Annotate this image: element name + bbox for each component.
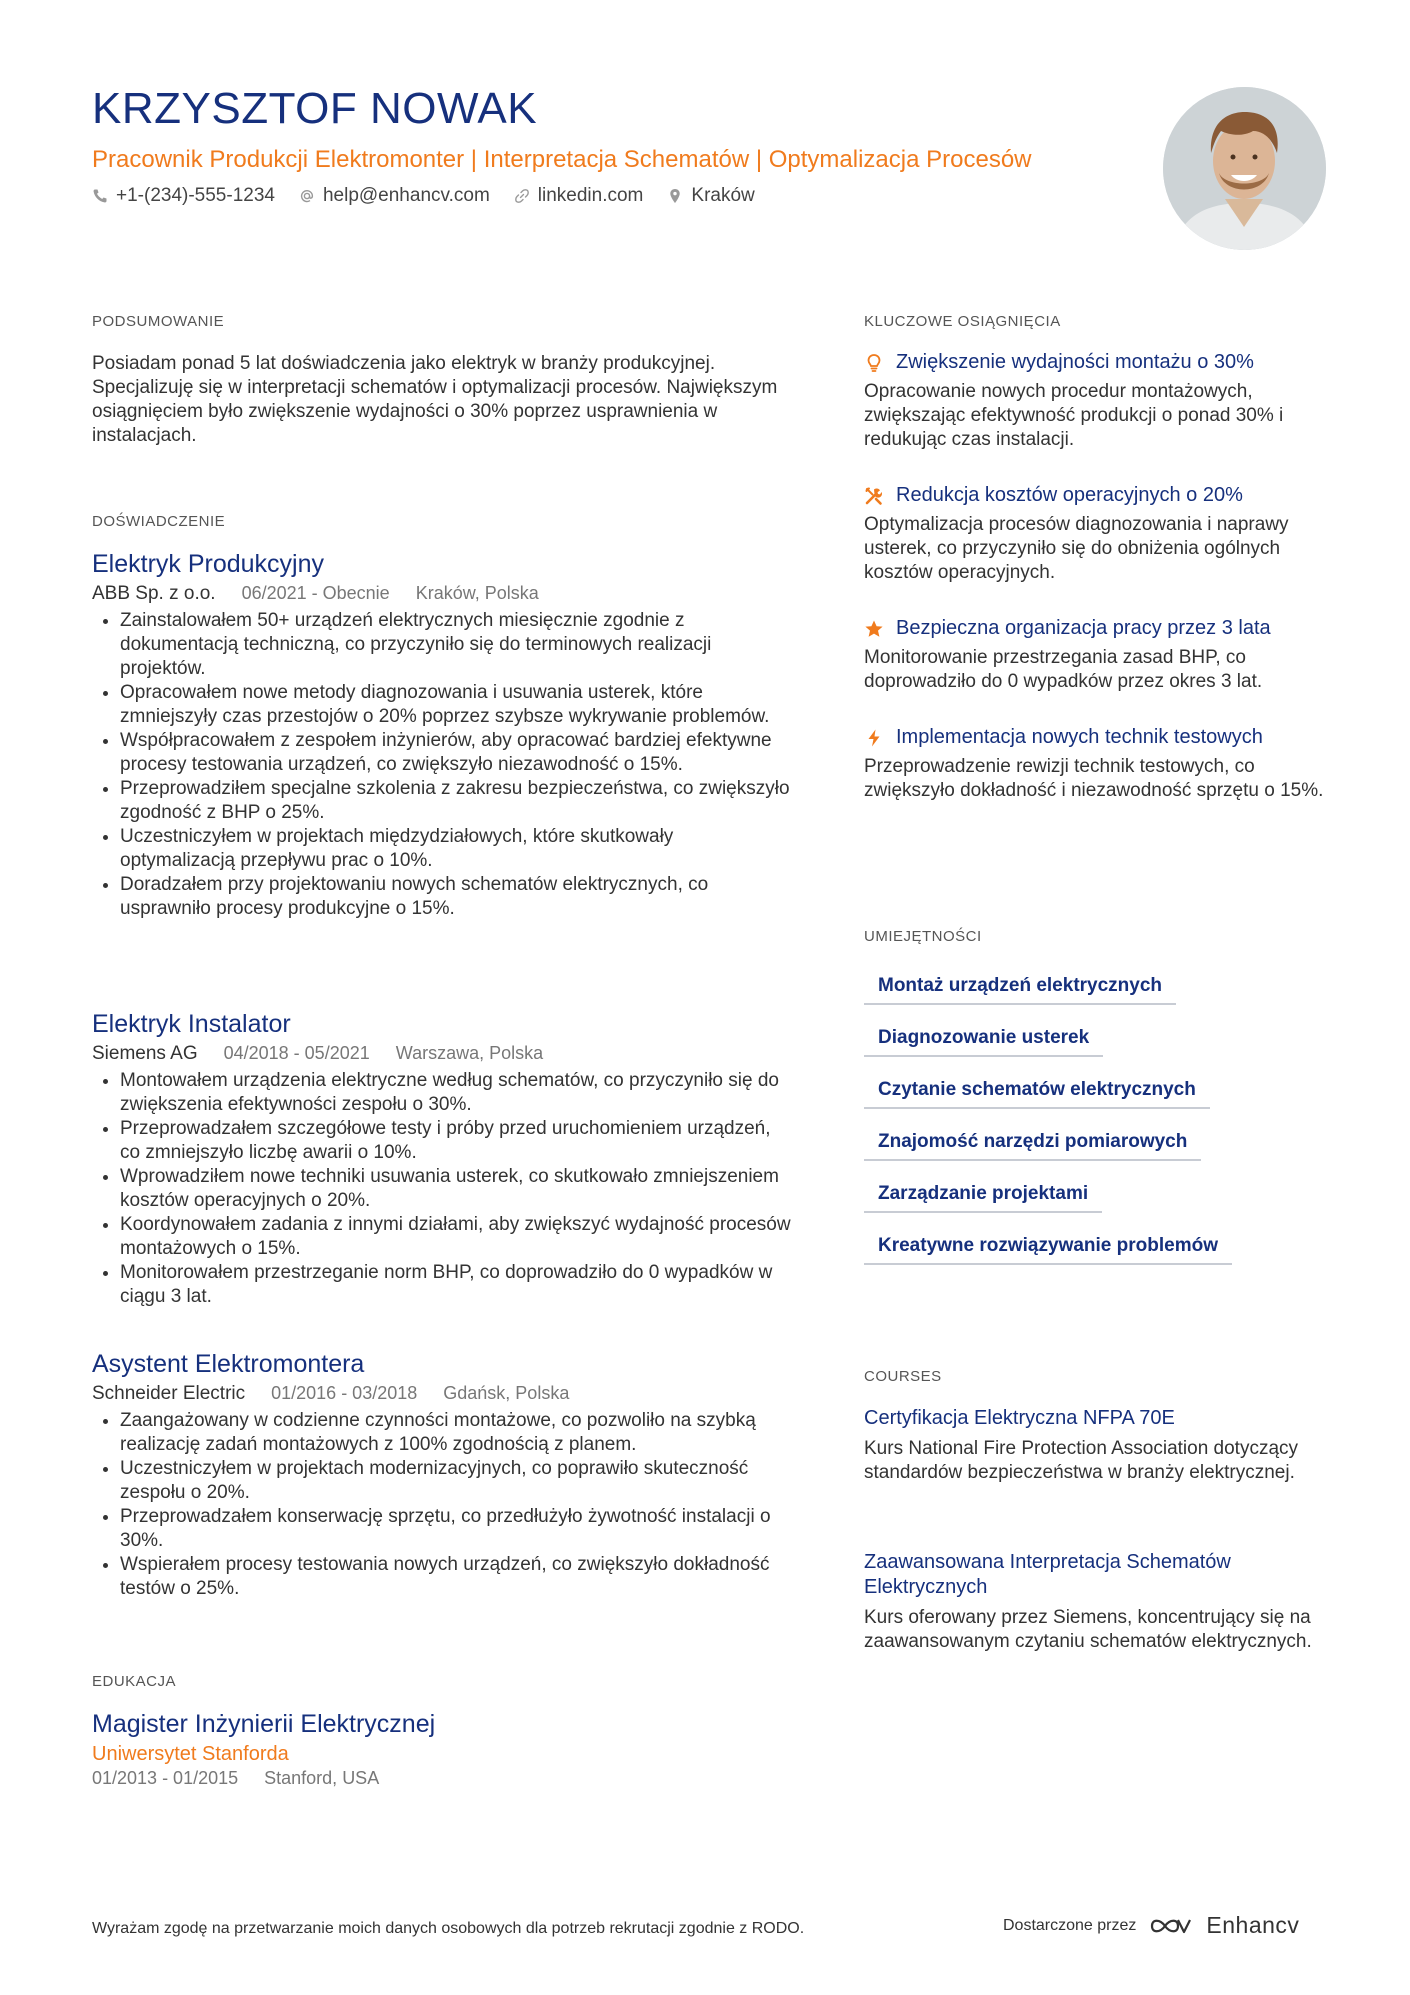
star-icon [864, 619, 884, 639]
powered-by[interactable] [1003, 1912, 1299, 1939]
education-heading: EDUKACJA [92, 1673, 177, 1690]
skill-tag: Montaż urządzeń elektrycznych [864, 975, 1176, 1005]
brand-name: Enhancv [1206, 1912, 1300, 1938]
job-bullet: • Przeprowadziłem specjalne szkolenia z zakresu bezpieczeństwa, co zwiększyło zgodność z BHP o 25%. [120, 777, 792, 825]
location-pin-icon [667, 188, 683, 204]
job-bullet: • Uczestniczyłem w projektach modernizacyjnych, co poprawiło skuteczność zespołu o 20%. [120, 1457, 792, 1505]
summary-text: Posiadam ponad 5 lat doświadczenia jako elektryk w branży produkcyjnej. Specjalizuję się w interpretacji schematów i optymalizacji procesów. Największym osiągnięciem było zwiększenie wydajności o 30% poprzez usprawnienia w instalacjach. [92, 353, 778, 446]
degree-title: Magister Inżynierii Elektrycznej [92, 1710, 436, 1738]
job-bullet: • Koordynowałem zadania z innymi działami, aby zwiększyć wydajność procesów montażowych o 15%. [120, 1213, 792, 1261]
education-item [92, 1710, 792, 1789]
at-icon [299, 188, 315, 204]
candidate-name: KRZYSZTOF NOWAK [92, 84, 538, 133]
course-title: Zaawansowana Interpretacja Schematów Elektrycznych [864, 1551, 1231, 1598]
job-bullets [92, 609, 792, 921]
achievement-desc: Opracowanie nowych procedur montażowych, zwiększając efektywność produkcji o ponad 30% i redukując czas instalacji. [864, 381, 1284, 450]
phone-text: +1-(234)-555-1234 [116, 185, 275, 206]
job-dates: 04/2018 - 05/2021 [223, 1043, 370, 1063]
job-title: Elektryk Instalator [92, 1010, 291, 1038]
job-location: Gdańsk, Polska [443, 1383, 570, 1403]
tools-icon [864, 486, 884, 506]
company-name: Siemens AG [92, 1043, 198, 1064]
job-bullet: • Uczestniczyłem w projektach międzydziałowych, które skutkowały optymalizacją przepływu prac o 10%. [120, 825, 792, 873]
job-bullet: • Wprowadziłem nowe techniki usuwania usterek, co skutkowało zmniejszeniem kosztów operacyjnych o 20%. [120, 1165, 792, 1213]
education-dates: 01/2013 - 01/2015 [92, 1768, 239, 1788]
job-location: Kraków, Polska [415, 583, 539, 603]
education-location: Stanford, USA [264, 1768, 380, 1788]
contact-row [92, 185, 755, 207]
achievement-item [864, 351, 1324, 452]
job-bullet: • Montowałem urządzenia elektryczne według schematów, co przyczyniło się do zwiększenia efektywności zespołu o 30%. [120, 1069, 792, 1117]
phone-icon [92, 188, 108, 204]
skill-tag: Diagnozowanie usterek [864, 1027, 1103, 1057]
skill-tag: Zarządzanie projektami [864, 1183, 1102, 1213]
job-bullet: • Monitorowałem przestrzeganie norm BHP, co doprowadziło do 0 wypadków w ciągu 3 lat. [120, 1261, 792, 1309]
skill-tag: Kreatywne rozwiązywanie problemów [864, 1235, 1232, 1265]
experience-item [92, 1010, 792, 1309]
achievement-item [864, 617, 1324, 694]
courses-heading: COURSES [864, 1368, 942, 1385]
job-dates: 06/2021 - Obecnie [241, 583, 390, 603]
course-item [864, 1550, 1324, 1654]
course-desc: Kurs oferowany przez Siemens, koncentrujący się na zaawansowanym czytaniu schematów elektrycznych. [864, 1607, 1312, 1652]
lightbulb-icon [864, 353, 884, 373]
education-meta [92, 1768, 792, 1789]
job-bullet: • Przeprowadzałem konserwację sprzętu, co przedłużyło żywotność instalacji o 30%. [120, 1505, 792, 1553]
contact-linkedin[interactable] [514, 185, 644, 207]
job-meta [92, 583, 792, 605]
achievement-item [864, 726, 1324, 803]
job-location: Warszawa, Polska [395, 1043, 544, 1063]
experience-item [92, 550, 792, 921]
job-bullet: • Doradzałem przy projektowaniu nowych schematów elektrycznych, co usprawniło procesy produkcyjne o 15%. [120, 873, 792, 921]
contact-email[interactable] [299, 185, 490, 207]
email-text: help@enhancv.com [322, 185, 490, 206]
company-name: Schneider Electric [92, 1383, 246, 1404]
job-bullet: • Zaangażowany w codzienne czynności montażowe, co pozwoliło na szybką realizację zadań montażowych z 100% zgodnością z planem. [120, 1409, 792, 1457]
skills-heading: UMIEJĘTNOŚCI [864, 928, 982, 945]
job-title: Asystent Elektromontera [92, 1350, 365, 1378]
lightning-icon [864, 728, 884, 748]
job-title: Elektryk Produkcyjny [92, 550, 325, 578]
job-bullet: • Opracowałem nowe metody diagnozowania i usuwania usterek, które zmniejszyły czas przestojów o 20% poprzez szybsze wykrywanie problemów. [120, 681, 792, 729]
company-name: ABB Sp. z o.o. [92, 583, 216, 604]
job-meta [92, 1043, 792, 1065]
job-dates: 01/2016 - 03/2018 [271, 1383, 418, 1403]
job-meta [92, 1383, 792, 1405]
course-item [864, 1406, 1324, 1485]
contact-phone[interactable] [92, 185, 275, 207]
achievement-item [864, 484, 1324, 585]
achievement-title: Zwiększenie wydajności montażu o 30% [896, 351, 1254, 373]
course-title: Certyfikacja Elektryczna NFPA 70E [864, 1407, 1175, 1429]
job-bullet: • Zainstalowałem 50+ urządzeń elektrycznych miesięcznie zgodnie z dokumentacją techniczną, co przyczyniło się do terminowych realizacji projektów. [120, 609, 792, 681]
enhancv-logo-icon [1148, 1914, 1194, 1938]
summary-heading: PODSUMOWANIE [92, 313, 225, 330]
linkedin-text: linkedin.com [537, 185, 644, 206]
link-icon [514, 188, 530, 204]
skills-list [864, 975, 1324, 1287]
job-bullets [92, 1409, 792, 1601]
contact-location [667, 185, 754, 207]
achievement-desc: Optymalizacja procesów diagnozowania i naprawy usterek, co przyczyniło się do obniżenia ogólnych kosztów operacyjnych. [864, 514, 1289, 583]
achievements-list [864, 351, 1324, 835]
achievements-heading: KLUCZOWE OSIĄGNIĘCIA [864, 313, 1061, 330]
skill-tag: Znajomość narzędzi pomiarowych [864, 1131, 1201, 1161]
achievement-title: Redukcja kosztów operacyjnych o 20% [896, 484, 1243, 506]
candidate-title: Pracownik Produkcji Elektromonter | Interpretacja Schematów | Optymalizacja Procesów [92, 146, 1032, 173]
achievement-title: Bezpieczna organizacja pracy przez 3 lata [896, 617, 1271, 639]
experience-item [92, 1350, 792, 1601]
job-bullet: • Przeprowadzałem szczegółowe testy i próby przed uruchomieniem urządzeń, co zmniejszyło liczbę awarii o 10%. [120, 1117, 792, 1165]
achievement-desc: Przeprowadzenie rewizji technik testowych, co zwiększyło dokładność i niezawodność sprzętu o 15%. [864, 756, 1324, 801]
consent-text: Wyrażam zgodę na przetwarzanie moich danych osobowych dla potrzeb rekrutacji zgodnie z RODO. [92, 1920, 805, 1937]
achievement-title: Implementacja nowych technik testowych [896, 726, 1263, 748]
school-name: Uniwersytet Stanforda [92, 1743, 289, 1765]
powered-by-label: Dostarczone przez [1003, 1916, 1137, 1934]
job-bullet: • Wspierałem procesy testowania nowych urządzeń, co zwiększyło dokładność testów o 25%. [120, 1553, 792, 1601]
profile-photo [1163, 87, 1326, 250]
experience-heading: DOŚWIADCZENIE [92, 513, 226, 530]
achievement-desc: Monitorowanie przestrzegania zasad BHP, co doprowadziło do 0 wypadków przez okres 3 lat. [864, 647, 1263, 692]
course-desc: Kurs National Fire Protection Association dotyczący standardów bezpieczeństwa w branży elektrycznej. [864, 1438, 1299, 1483]
location-text: Kraków [691, 185, 755, 206]
job-bullet: • Współpracowałem z zespołem inżynierów, aby opracować bardziej efektywne procesy testowania urządzeń, co zwiększyło niezawodność o 15%. [120, 729, 792, 777]
skill-tag: Czytanie schematów elektrycznych [864, 1079, 1210, 1109]
job-bullets [92, 1069, 792, 1309]
